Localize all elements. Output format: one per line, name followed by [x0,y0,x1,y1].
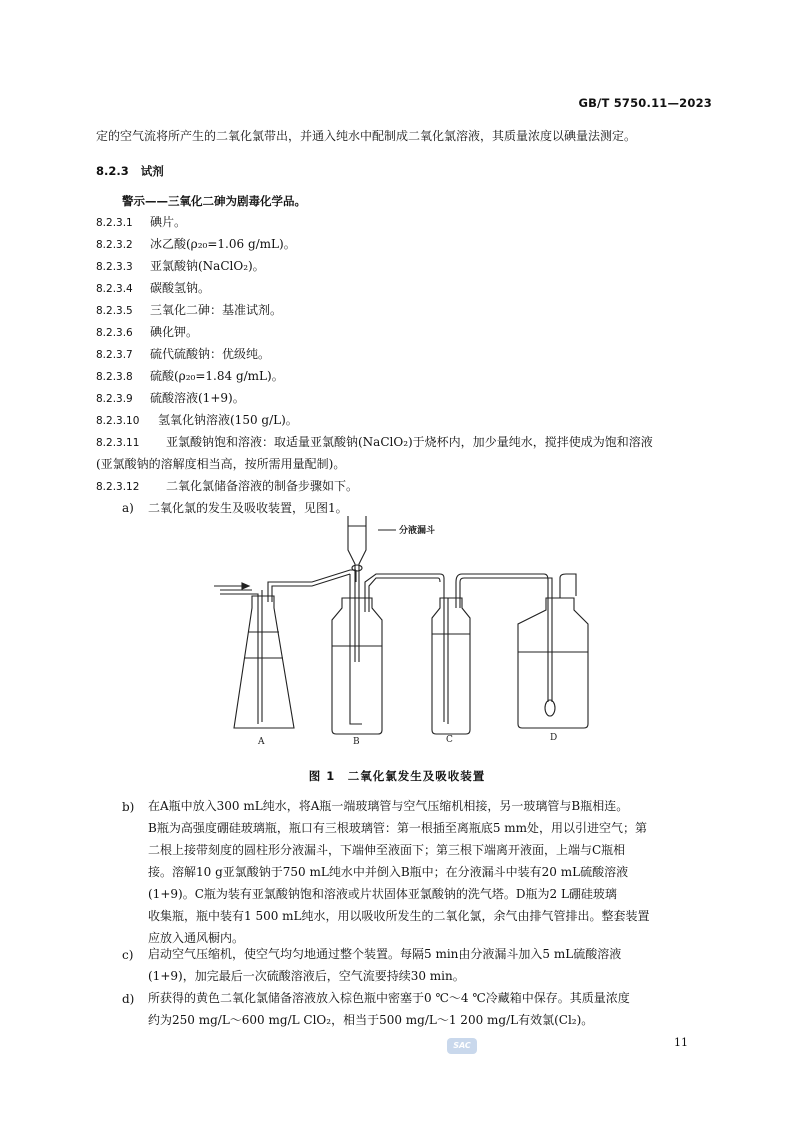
text-line: 在A瓶中放入300 mL纯水，将A瓶一端玻璃管与空气压缩机相接，另一玻璃管与B瓶相连。 [148,799,629,813]
reagent-number: 8.2.3.5 [96,305,133,317]
step-label: c) [122,948,134,962]
reagent-text: 硫酸(ρ₂₀=1.84 g/mL)。 [150,369,284,383]
sac-watermark: SAC [447,1038,477,1054]
step-d-text [148,987,714,1031]
reagent-item [96,343,716,366]
reagent-item [96,299,716,322]
reagent-11-continuation: (亚氯酸钠的溶解度相当高，按所需用量配制)。 [96,457,346,471]
reagent-text: 三氧化二砷：基准试剂。 [150,303,283,317]
flask-c [386,574,544,734]
reagent-item [96,387,716,410]
flask-d [518,574,588,728]
text-line: 接。溶解10 g亚氯酸钠于750 mL纯水中并倒入B瓶中；在分液漏斗中装有20 mL硫酸溶液 [148,865,629,879]
step-label: a) [122,501,134,515]
reagent-item [96,409,716,432]
page-number: 11 [674,1036,688,1049]
reagent-number: 8.2.3.3 [96,261,133,273]
text-line: B瓶为高强度硼硅玻璃瓶，瓶口有三根玻璃管：第一根插至离瓶底5 mm处，用以引进空气；第 [148,821,648,835]
step-text: 二氧化氯的发生及吸收装置，见图1。 [148,501,348,515]
section-title: 试剂 [140,164,164,178]
reagent-item [96,255,716,278]
reagent-item [96,211,716,234]
reagent-text: 硫代硫酸钠：优级纯。 [150,347,271,361]
step-label: d) [122,992,135,1006]
air-inlet-arrow [214,583,249,589]
text-line: (1+9)。C瓶为装有亚氯酸钠饱和溶液或片状固体亚氯酸钠的洗气塔。D瓶为2 L硼硅玻璃 [148,887,617,901]
text-line: 启动空气压缩机，使空气均匀地通过整个装置。每隔5 min由分液漏斗加入5 mL硫酸溶液 [148,947,622,961]
reagent-text: 碳酸氢钠。 [150,281,211,295]
reagent-item [96,365,716,388]
reagent-number: 8.2.3.1 [96,217,133,229]
text-line: 所获得的黄色二氧化氯储备溶液放入棕色瓶中密塞于0 ℃～4 ℃冷藏箱中保存。其质量浓度 [148,991,630,1005]
standard-number: GB/T 5750.11—2023 [578,96,712,110]
text-line: (1+9)，加完最后一次硫酸溶液后，空气流要持续30 min。 [148,969,465,983]
reagent-item [96,321,716,344]
warning-note: 警示——三氧化二砷为剧毒化学品。 [122,194,306,208]
figure-caption: 图 1 二氧化氯发生及吸收装置 [308,769,486,783]
reagent-item [96,233,716,256]
reagent-number: 8.2.3.12 [96,481,140,493]
flask-a [220,570,356,728]
flask-label: D [550,733,558,743]
reagent-text: 氢氧化钠溶液(150 g/L)。 [158,413,298,427]
reagent-number: 8.2.3.9 [96,393,133,405]
text-line: 应放入通风橱内。 [148,931,245,945]
reagent-number: 8.2.3.10 [96,415,140,427]
reagent-item-11 [96,431,716,454]
reagent-number: 8.2.3.4 [96,283,133,295]
reagent-text: 冰乙酸(ρ₂₀=1.06 g/mL)。 [150,237,296,251]
step-label: b) [122,800,135,814]
reagent-text: 亚氯酸钠(NaClO₂)。 [150,259,265,273]
step-b-text [148,795,714,949]
section-heading [96,163,164,179]
apparatus-figure [200,512,600,752]
flask-label: A [258,737,265,747]
intro-paragraph: 定的空气流将所产生的二氧化氯带出，并通入纯水中配制成二氧化氯溶液，其质量浓度以碘量法测定。 [96,129,637,143]
text-line: 收集瓶，瓶中装有1 500 mL纯水，用以吸收所发生的二氧化氯，余气由排气管排出。整套装置 [148,909,650,923]
step-c-text [148,943,714,987]
text-line: 二根上接带刻度的圆柱形分液漏斗，下端伸至液面下；第三根下端离开液面，上端与C瓶相 [148,843,626,857]
text-line: 约为250 mg/L～600 mg/L ClO₂，相当于500 mg/L～1 200 mg/L有效氯(Cl₂)。 [148,1013,594,1027]
reagent-number: 8.2.3.2 [96,239,133,251]
flask-label: B [353,737,360,747]
reagent-number: 8.2.3.7 [96,349,133,361]
reagent-item-12 [96,475,716,498]
reagent-text: 硫酸溶液(1+9)。 [150,391,245,405]
funnel-label: 分液漏斗 [399,526,436,536]
reagent-text: 二氧化氯储备溶液的制备步骤如下。 [166,479,359,493]
reagent-number: 8.2.3.11 [96,437,140,449]
reagent-text: 亚氯酸钠饱和溶液：取适量亚氯酸钠(NaClO₂)于烧杯内，加少量纯水，搅拌使成为饱和溶液 [166,435,653,449]
flask-b [332,516,386,734]
reagent-item [96,277,716,300]
reagent-text: 碘片。 [150,215,187,229]
reagent-number: 8.2.3.6 [96,327,133,339]
reagent-text: 碘化钾。 [150,325,199,339]
reagent-number: 8.2.3.8 [96,371,133,383]
flask-label: C [446,735,453,745]
section-number: 8.2.3 [96,164,129,178]
